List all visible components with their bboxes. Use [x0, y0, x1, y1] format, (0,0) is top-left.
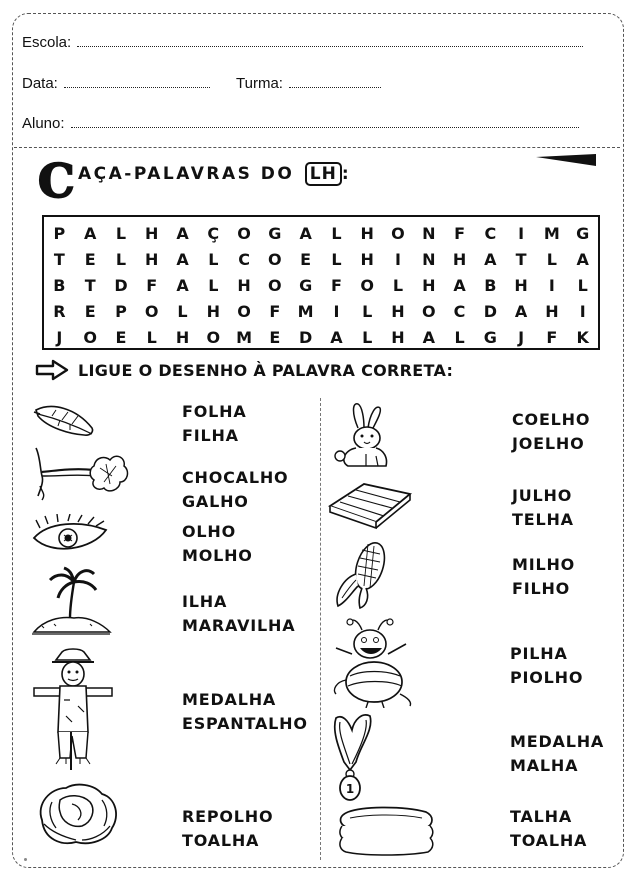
grid-letter[interactable]: H: [360, 249, 374, 269]
grid-letter[interactable]: I: [333, 301, 340, 321]
grid-letter[interactable]: G: [576, 223, 590, 243]
grid-letter[interactable]: E: [115, 327, 127, 347]
grid-letter[interactable]: A: [176, 223, 189, 243]
grid-letter[interactable]: O: [268, 249, 282, 269]
eye-icon[interactable]: [30, 514, 112, 558]
grid-letter[interactable]: O: [206, 327, 221, 347]
word-option-galho[interactable]: GALHO: [182, 492, 249, 511]
page-title: [38, 154, 598, 208]
grid-letter[interactable]: E: [300, 249, 312, 269]
grid-letter[interactable]: L: [577, 275, 588, 295]
grid-letter[interactable]: D: [114, 275, 128, 295]
class-label: Turma:: [236, 75, 283, 92]
grid-letter[interactable]: O: [391, 223, 405, 243]
grid-letter[interactable]: G: [268, 223, 282, 243]
word-search-grid[interactable]: [42, 215, 600, 350]
svg-text:1: 1: [345, 782, 355, 796]
grid-letter[interactable]: A: [330, 327, 343, 347]
school-line[interactable]: [77, 34, 583, 47]
grid-letter[interactable]: E: [84, 249, 96, 269]
word-option-espantalho[interactable]: ESPANTALHO: [182, 714, 308, 733]
grid-letter[interactable]: O: [237, 223, 251, 243]
grid-letter[interactable]: N: [422, 249, 436, 269]
grid-letter[interactable]: L: [115, 223, 127, 243]
word-option-telha[interactable]: TELHA: [512, 510, 574, 529]
rabbit-icon[interactable]: [330, 400, 396, 472]
grid-letter[interactable]: L: [146, 327, 157, 347]
grid-letter[interactable]: F: [330, 275, 342, 295]
grid-letter[interactable]: C: [453, 301, 466, 321]
corner-dot: [24, 858, 27, 861]
grid-letter[interactable]: C: [484, 223, 497, 243]
grid-letter[interactable]: E: [84, 301, 96, 321]
word-option-milho[interactable]: MILHO: [512, 555, 576, 574]
grid-letter[interactable]: F: [146, 275, 158, 295]
title-wedge-decoration: [536, 154, 598, 168]
word-option-filha[interactable]: FILHA: [182, 426, 239, 445]
grid-letter[interactable]: L: [331, 223, 342, 243]
title-suffix: :: [341, 164, 352, 184]
scarecrow-icon[interactable]: [30, 646, 116, 770]
student-label: Aluno:: [22, 115, 65, 132]
instruction: [34, 356, 534, 384]
grid-letter[interactable]: P: [115, 301, 127, 321]
cabbage-icon[interactable]: [32, 780, 122, 848]
grid-letter[interactable]: L: [454, 327, 465, 347]
grid-letter[interactable]: H: [391, 301, 405, 321]
grid-letter[interactable]: H: [545, 301, 559, 321]
class-line[interactable]: [289, 75, 381, 88]
grid-letter[interactable]: T: [515, 249, 527, 269]
grid-letter[interactable]: H: [422, 275, 436, 295]
grid-letter[interactable]: I: [518, 223, 525, 243]
branch-icon[interactable]: [32, 446, 132, 504]
class-field[interactable]: [236, 75, 381, 92]
grid-letter[interactable]: A: [83, 223, 97, 243]
grid-letter[interactable]: E: [269, 327, 281, 347]
grid-letter[interactable]: A: [576, 249, 589, 269]
grid-row: [44, 246, 598, 272]
student-field[interactable]: [22, 115, 579, 132]
grid-row: [44, 220, 598, 246]
word-option-talha[interactable]: TALHA: [510, 807, 573, 826]
grid-letter[interactable]: T: [84, 275, 96, 295]
medal-icon[interactable]: [330, 712, 382, 804]
date-line[interactable]: [64, 75, 210, 88]
word-option-medalha-left[interactable]: MEDALHA: [182, 690, 277, 709]
grid-row: [44, 298, 598, 324]
word-option-malha[interactable]: MALHA: [510, 756, 579, 775]
title-text: [78, 162, 351, 186]
grid-letter[interactable]: L: [208, 249, 219, 269]
grid-letter[interactable]: B: [484, 275, 497, 295]
grid-letter[interactable]: L: [546, 249, 557, 269]
grid-letter[interactable]: L: [208, 275, 219, 295]
grid-letter[interactable]: H: [360, 223, 374, 243]
grid-letter[interactable]: T: [53, 249, 65, 269]
grid-letter[interactable]: H: [175, 327, 190, 347]
grid-letter[interactable]: B: [53, 275, 66, 295]
instruction-text: LIGUE O DESENHO À PALAVRA CORRETA:: [78, 360, 454, 380]
word-option-ilha[interactable]: ILHA: [182, 592, 228, 611]
word-option-toalha-right[interactable]: TOALHA: [510, 831, 588, 850]
grid-letter[interactable]: R: [53, 301, 66, 321]
grid-letter[interactable]: I: [579, 301, 586, 321]
title-highlight: LH: [305, 162, 342, 186]
grid-letter[interactable]: A: [299, 223, 312, 243]
grid-letter[interactable]: L: [362, 327, 373, 347]
grid-letter[interactable]: H: [237, 275, 251, 295]
grid-letter[interactable]: H: [514, 275, 528, 295]
word-option-toalha-left[interactable]: TOALHA: [182, 831, 260, 850]
grid-letter[interactable]: F: [269, 301, 281, 321]
island-icon[interactable]: [30, 566, 112, 638]
grid-letter[interactable]: J: [518, 327, 525, 347]
grid-letter[interactable]: K: [576, 327, 589, 347]
grid-letter[interactable]: G: [299, 275, 313, 295]
grid-letter[interactable]: G: [483, 327, 497, 347]
date-label: Data:: [22, 75, 58, 92]
date-field[interactable]: [22, 75, 210, 92]
grid-letter[interactable]: A: [514, 301, 528, 321]
header-divider: [14, 147, 620, 148]
grid-letter[interactable]: I: [548, 275, 555, 295]
grid-letter[interactable]: O: [144, 301, 159, 321]
grid-row: [44, 324, 598, 350]
grid-letter[interactable]: O: [360, 275, 374, 295]
grid-letter[interactable]: L: [362, 301, 373, 321]
grid-letter[interactable]: I: [395, 249, 401, 269]
grid-letter[interactable]: P: [53, 223, 66, 243]
louse-icon[interactable]: [328, 614, 418, 708]
word-option-coelho[interactable]: COELHO: [512, 410, 591, 429]
grid-letter[interactable]: O: [237, 301, 251, 321]
grid-letter[interactable]: F: [454, 223, 466, 243]
word-option-medalha-right[interactable]: MEDALHA: [510, 732, 605, 751]
grid-letter[interactable]: Ç: [207, 223, 220, 243]
grid-letter[interactable]: D: [299, 327, 313, 347]
grid-letter[interactable]: A: [453, 275, 466, 295]
word-option-chocalho[interactable]: CHOCALHO: [182, 468, 289, 487]
grid-letter[interactable]: H: [452, 249, 467, 269]
grid-row: [44, 272, 598, 298]
word-option-maravilha[interactable]: MARAVILHA: [182, 616, 296, 635]
corn-icon[interactable]: [330, 538, 394, 610]
school-field[interactable]: [22, 34, 583, 51]
grid-letter[interactable]: H: [145, 223, 159, 243]
grid-letter[interactable]: L: [115, 249, 127, 269]
grid-letter[interactable]: M: [543, 223, 560, 243]
grid-letter[interactable]: N: [422, 223, 436, 243]
word-option-joelho[interactable]: JOELHO: [512, 434, 585, 453]
grid-letter[interactable]: A: [176, 275, 189, 295]
word-option-julho[interactable]: JULHO: [512, 486, 573, 505]
student-line[interactable]: [71, 115, 579, 128]
school-label: Escola:: [22, 34, 72, 51]
grid-letter[interactable]: C: [238, 249, 250, 269]
grid-letter[interactable]: A: [176, 249, 189, 269]
word-option-repolho[interactable]: REPOLHO: [182, 807, 274, 826]
leaf-icon[interactable]: [32, 402, 98, 440]
grid-letter[interactable]: L: [392, 275, 404, 295]
grid-letter[interactable]: O: [421, 301, 436, 321]
grid-letter[interactable]: M: [297, 301, 314, 321]
grid-letter[interactable]: L: [331, 249, 342, 269]
grid-letter[interactable]: D: [483, 301, 497, 321]
grid-letter[interactable]: L: [177, 301, 188, 321]
column-divider: [320, 398, 321, 860]
grid-letter[interactable]: A: [484, 249, 497, 269]
grid-letter[interactable]: A: [422, 327, 435, 347]
roof-tile-icon[interactable]: [328, 480, 412, 530]
grid-letter[interactable]: H: [391, 327, 405, 347]
grid-letter[interactable]: F: [546, 327, 558, 347]
title-main: AÇA-PALAVRAS DO: [78, 164, 295, 184]
grid-letter[interactable]: H: [206, 301, 220, 321]
title-initial: C: [38, 154, 75, 208]
towel-icon[interactable]: [334, 804, 438, 856]
grid-letter[interactable]: O: [83, 327, 97, 347]
word-option-pilha[interactable]: PILHA: [510, 644, 568, 663]
word-option-folha[interactable]: FOLHA: [182, 402, 247, 421]
grid-letter[interactable]: H: [145, 249, 159, 269]
word-option-olho[interactable]: OLHO: [182, 522, 236, 541]
word-option-piolho[interactable]: PIOLHO: [510, 668, 584, 687]
word-option-molho[interactable]: MOLHO: [182, 546, 253, 565]
word-option-filho[interactable]: FILHO: [512, 579, 571, 598]
grid-letter[interactable]: J: [56, 327, 63, 347]
grid-letter[interactable]: O: [268, 275, 282, 295]
grid-letter[interactable]: M: [236, 327, 253, 347]
arrow-right-icon: [34, 359, 70, 381]
